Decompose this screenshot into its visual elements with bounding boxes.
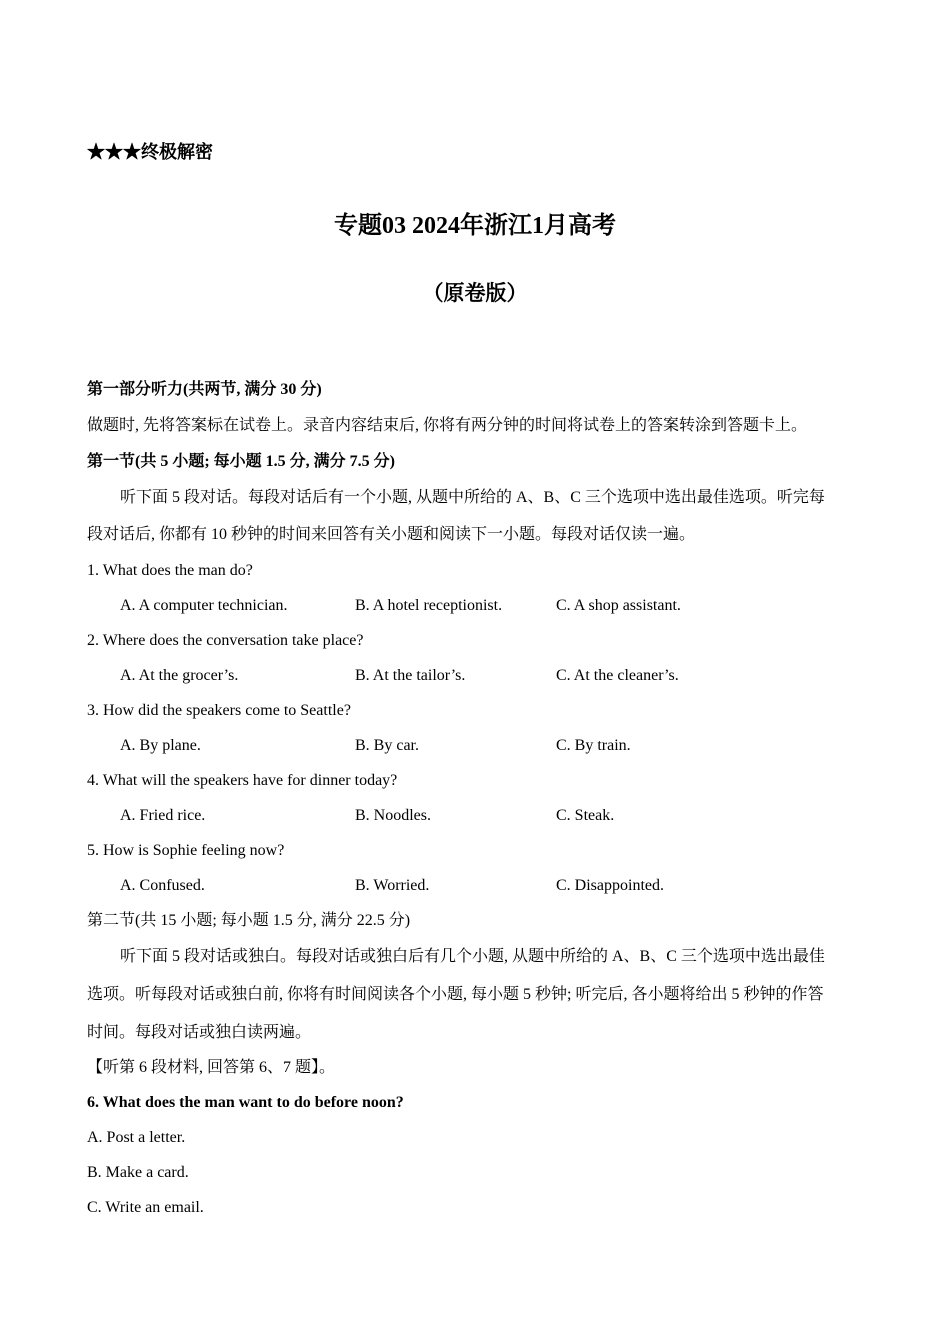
question-5-option-a: A. Confused. — [120, 877, 205, 894]
section2-directions-line3: 时间。每段对话或独白读两遍。 — [87, 1024, 312, 1041]
question-6-option-b: B. Make a card. — [87, 1164, 189, 1181]
question-3-option-a: A. By plane. — [120, 737, 201, 754]
document-subtitle: （原卷版） — [422, 281, 528, 305]
question-1: 1. What does the man do? — [87, 562, 253, 579]
question-3-option-b: B. By car. — [355, 737, 419, 754]
section1-directions-line1: 听下面 5 段对话。每段对话后有一个小题, 从题中所给的 A、B、C 三个选项中选出最佳选项。听完每 — [120, 489, 825, 506]
question-5: 5. How is Sophie feeling now? — [87, 842, 285, 859]
question-2-option-c: C. At the cleaner’s. — [556, 667, 679, 684]
question-1-option-b: B. A hotel receptionist. — [355, 597, 503, 614]
question-6-option-a: A. Post a letter. — [87, 1129, 186, 1146]
section1-heading: 第一节(共 5 小题; 每小题 1.5 分, 满分 7.5 分) — [87, 453, 395, 470]
section2-directions-line1: 听下面 5 段对话或独白。每段对话或独白后有几个小题, 从题中所给的 A、B、C 三个选项中选出最佳 — [120, 948, 825, 965]
question-1-option-a: A. A computer technician. — [120, 597, 288, 614]
question-2: 2. Where does the conversation take place? — [87, 632, 364, 649]
question-3-option-c: C. By train. — [556, 737, 631, 754]
section2-heading: 第二节(共 15 小题; 每小题 1.5 分, 满分 22.5 分) — [87, 912, 411, 929]
question-6: 6. What does the man want to do before noon? — [87, 1094, 404, 1111]
part1-instruction: 做题时, 先将答案标在试卷上。录音内容结束后, 你将有两分钟的时间将试卷上的答案转涂到答题卡上。 — [87, 417, 808, 434]
question-5-option-b: B. Worried. — [355, 877, 430, 894]
document-title: 专题03 2024年浙江1月高考 — [334, 213, 616, 239]
section1-directions-line2: 段对话后, 你都有 10 秒钟的时间来回答有关小题和阅读下一小题。每段对话仅读一遍。 — [87, 526, 696, 543]
question-5-option-c: C. Disappointed. — [556, 877, 664, 894]
question-2-option-b: B. At the tailor’s. — [355, 667, 466, 684]
question-4-option-a: A. Fried rice. — [120, 807, 206, 824]
material-note: 【听第 6 段材料, 回答第 6、7 题】。 — [87, 1059, 336, 1076]
question-3: 3. How did the speakers come to Seattle? — [87, 702, 351, 719]
question-4: 4. What will the speakers have for dinner today? — [87, 772, 398, 789]
rating-tag: ★★★终极解密 — [87, 142, 213, 162]
question-4-option-b: B. Noodles. — [355, 807, 431, 824]
section2-directions-line2: 选项。听每段对话或独白前, 你将有时间阅读各个小题, 每小题 5 秒钟; 听完后, 各小题将给出 5 秒钟的作答 — [87, 986, 824, 1003]
question-1-option-c: C. A shop assistant. — [556, 597, 681, 614]
part1-heading: 第一部分听力(共两节, 满分 30 分) — [87, 381, 322, 398]
question-6-option-c: C. Write an email. — [87, 1199, 204, 1216]
question-4-option-c: C. Steak. — [556, 807, 615, 824]
question-2-option-a: A. At the grocer’s. — [120, 667, 239, 684]
